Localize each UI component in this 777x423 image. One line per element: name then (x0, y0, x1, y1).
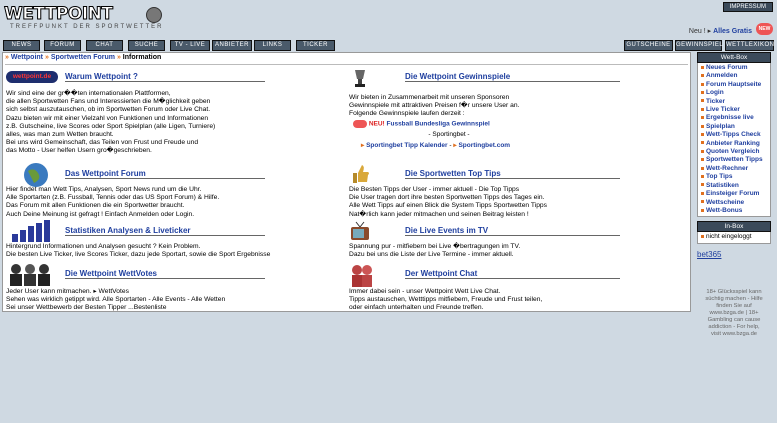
text-line: Alle Sportarten (z.B. Fussball, Tennis oder das US Sport Forum) & Hilfe. (6, 194, 220, 202)
wettbox-item-label[interactable]: Spielplan (706, 122, 735, 130)
wettbox-item[interactable] (701, 165, 767, 173)
bullet-icon (701, 167, 704, 170)
text-line: Sei unser Wettbewerb der Besten Tipper ...Bestenliste (6, 304, 167, 312)
sportingbet-row (361, 141, 510, 149)
gewinnspiel-fussball-row (353, 120, 490, 128)
bullet-icon (701, 209, 704, 212)
section-title: Der Wettpoint Chat (405, 269, 620, 279)
breadcrumb-arrow-icon: » (116, 54, 121, 61)
bar-chart-icon (10, 220, 58, 242)
section-title: Die Wettpoint WettVotes (65, 269, 265, 279)
divider (5, 64, 688, 65)
breadcrumb (5, 54, 161, 61)
text-line: das Motto - User helfen Usern gro�geschrieben. (6, 147, 152, 155)
sportingbet-header: - Sportingbet - (428, 131, 470, 138)
nav-wettlexikon[interactable]: WETTLEXIKON (725, 40, 774, 51)
wettbox-item-label[interactable]: Wettscheine (706, 198, 745, 206)
text-line: Hintergrund Informationen und Analysen gesucht ? Kein Problem. (6, 243, 201, 250)
text-line: Die User tragen dort ihre besten Sportwetten Tipps des Tages ein. (349, 194, 545, 202)
section-title: Die Wettpoint Gewinnspiele (405, 72, 620, 82)
bullet-icon (701, 108, 704, 111)
section-body (349, 186, 547, 219)
text-line: Bei uns wird Gemeinschaft, das Teilen von Frust und Freude und (6, 139, 199, 147)
alles-gratis-link[interactable]: Alles Gratis (713, 28, 752, 35)
logo-subtitle: TREFFPUNKT DER SPORTWETTER (10, 24, 164, 30)
section-body (6, 288, 225, 313)
wettbox-item[interactable] (701, 190, 767, 198)
new-promo-prefix: Neu ! ▸ (688, 28, 712, 35)
logo-ball-icon (146, 7, 162, 23)
wettbox-item[interactable] (701, 114, 767, 122)
bullet-icon (701, 158, 704, 161)
new-promo (689, 27, 752, 35)
wettbox-item-label[interactable]: Wett-Tipps Check (706, 131, 761, 139)
nav-chat[interactable]: CHAT (86, 40, 123, 51)
text-line: oder einfach unterhalten und Freunde treffen. (349, 304, 484, 312)
wettbox-item[interactable] (701, 140, 767, 148)
inbox-status-label: nicht eingeloggt (706, 233, 752, 241)
wettbox-item[interactable] (701, 98, 767, 106)
wettbox-item-label[interactable]: Ergebnisse live (706, 114, 754, 122)
nav-anbieter[interactable]: ANBIETER (212, 40, 252, 51)
section-title: Die Live Events im TV (405, 226, 620, 236)
wettbox-item[interactable] (701, 72, 767, 80)
wettbox-item-label[interactable]: Neues Forum (706, 64, 748, 71)
section-body (6, 186, 219, 219)
new-badge-icon: NEW (756, 23, 773, 35)
text-line: addiction - For help, (708, 324, 760, 330)
wettbox-item-label[interactable]: Wett-Rechner (706, 164, 749, 172)
wettbox-title: Wett-Box (697, 52, 771, 63)
gambling-notice (697, 289, 771, 338)
section-statistik (6, 220, 341, 260)
text-line: Folgende Gewinnspiele laufen derzeit : (349, 110, 465, 118)
text-line: Wir bieten in Zusammenarbeit mit unseren Sponsoren (349, 94, 510, 101)
bullet-icon (701, 83, 704, 86)
bullet-icon (701, 183, 704, 186)
bullet-icon (701, 99, 704, 102)
section-body (349, 288, 542, 313)
wettbox-item[interactable] (701, 148, 767, 156)
wettbox-item[interactable] (701, 131, 767, 139)
nav-gewinnspiel[interactable]: GEWINNSPIEL (675, 40, 722, 51)
wettbox-item[interactable] (701, 199, 767, 207)
wettbox-item[interactable] (701, 123, 767, 131)
text-line: Das Forum mit allen Funktionen die ein Sportwetter braucht. (6, 202, 185, 210)
wettbox-item-label[interactable]: Live Ticker (706, 106, 740, 114)
site-logo[interactable] (4, 4, 179, 32)
wettpoint-logo-icon: wettpoint.de (6, 71, 58, 83)
bullet-icon (701, 200, 704, 203)
nav-news[interactable]: NEWS (3, 40, 40, 51)
nav-suche[interactable]: SUCHE (128, 40, 165, 51)
wettbox-item-label[interactable]: Einsteiger Forum (706, 190, 760, 198)
sportingbet-kalender-link[interactable]: Sportingbet Tipp Kalender (366, 142, 448, 149)
text-line: Tipps austauschen, Wetttipps mitfiebern, Freude und Frust teilen, (349, 296, 543, 304)
breadcrumb-forum[interactable]: Sportwetten Forum (50, 54, 115, 61)
wettbox-item-label[interactable]: Forum Hauptseite (706, 80, 762, 88)
wettbox-item[interactable] (701, 81, 767, 89)
bullet-icon (701, 192, 704, 195)
bullet-icon (701, 141, 704, 144)
wettbox-item[interactable] (701, 207, 767, 215)
impressum-button[interactable]: IMPRESSUM (723, 2, 773, 12)
section-title: Warum Wettpoint ? (65, 72, 265, 82)
inbox-title: In-Box (697, 221, 771, 232)
wettbox-item[interactable] (701, 106, 767, 114)
text-line: Alle Wett Tipps auf einen Blick die System Tipps Sportwetten Tipps (349, 202, 547, 210)
main-content (2, 52, 691, 312)
arrow-icon: ▸ (453, 142, 457, 149)
section-toptips (349, 161, 684, 221)
wettbox-item[interactable] (701, 64, 767, 72)
breadcrumb-arrow-icon: » (5, 54, 9, 61)
bullet-icon (701, 66, 704, 69)
section-title: Die Sportwetten Top Tips (405, 169, 620, 179)
bullet-icon (701, 74, 704, 77)
text-line: 18+ Glücksspiel kann (706, 289, 762, 295)
trophy-icon (349, 67, 371, 89)
bullet-icon (701, 150, 704, 153)
wettbox-item-label[interactable]: Login (706, 89, 724, 97)
users-icon (6, 262, 52, 286)
new-badge-icon (353, 120, 367, 128)
thumbs-up-icon (349, 163, 371, 185)
bullet-icon (701, 91, 704, 94)
wettbox-item[interactable] (701, 156, 767, 164)
text-line: Gewinnspiele mit attraktiven Preisen f�r unsere User an. (349, 102, 520, 110)
right-sidebar (697, 52, 771, 244)
text-line: Dazu bei uns die Liste der Live Termine - immer aktuell. (349, 251, 514, 259)
text-line: www.bzga.de | 18+ (709, 310, 759, 316)
wettbox-item[interactable] (701, 173, 767, 181)
text-line: Gambling can cause (707, 317, 761, 323)
text-line: sich selbst auszutauschen, ob im Sportwetten Forum oder Live Chat. (6, 106, 211, 114)
text-line: die allen Sportwetten Fans und Interessierten die M�glichkeit geben (6, 98, 211, 106)
inbox-status[interactable] (701, 233, 767, 241)
text-line: Wir sind eine der gr��ten internationalen Plattformen, (6, 90, 171, 97)
section-chat (349, 262, 684, 310)
globe-icon (22, 161, 50, 189)
wettbox-item[interactable] (701, 182, 767, 190)
section-gewinnspiele (349, 67, 684, 147)
fussball-gewinnspiel-link[interactable]: Fussball Bundesliga Gewinnspiel (386, 120, 490, 128)
text-line: Nat�rlich kann jeder mitmachen und seinen Beitrag leisten ! (349, 210, 529, 218)
section-tv (349, 220, 684, 260)
text-line: Hier findet man Wett Tips, Analysen, Sport News rund um die Uhr. (6, 186, 202, 193)
wettbox-item-label[interactable]: Anmelden (706, 72, 738, 80)
bet365-link[interactable]: bet365 (697, 250, 722, 259)
section-body (6, 90, 215, 156)
bullet-icon (701, 125, 704, 128)
text-line: Immer dabei sein - unser Wettpoint Wett Live Chat. (349, 288, 501, 295)
section-body (349, 243, 520, 259)
inbox-list (697, 232, 771, 243)
nav-forum[interactable]: FORUM (44, 40, 81, 51)
arrow-icon: ▸ (361, 142, 365, 149)
section-wettvotes (6, 262, 341, 310)
nav-tv-live[interactable]: TV - LIVE (170, 40, 210, 51)
bullet-icon (701, 133, 704, 136)
text-line: Die besten Live Ticker, live Scores Ticker, dazu jede Sportart, sowie die Sport Ergebnisse (6, 251, 271, 259)
wettbox-item-label[interactable]: Ticker (706, 97, 726, 105)
text-line: z.B. Gutscheine, live Scores oder Sport Spielplan (alle Ligen, Turniere) (6, 122, 216, 130)
sportingbet-com-link[interactable]: Sportingbet.com (458, 142, 511, 149)
text-line: alles, was man zum Wetten braucht. (6, 131, 114, 139)
wettbox-item-label[interactable]: Anbieter Ranking (706, 139, 760, 147)
wettbox-item-label[interactable]: Quoten Vergleich (706, 148, 760, 156)
breadcrumb-wettpoint[interactable]: Wettpoint (10, 54, 43, 61)
chat-people-icon (349, 262, 375, 288)
wettbox-item-label[interactable]: Wett-Bonus (706, 206, 743, 214)
wettbox-item[interactable] (701, 89, 767, 97)
breadcrumb-arrow-icon: » (44, 54, 49, 61)
bullet-icon (701, 116, 704, 119)
text-line: Die Besten Tipps der User - immer aktuell - Die Top Tipps (349, 186, 520, 193)
wettbox-item-label[interactable]: Statistiken (706, 181, 739, 189)
new-label: NEU! (368, 120, 385, 128)
section-body (349, 94, 519, 119)
text-line: Dazu bieten wir mit einer Vielzahl von Funktionen und Informationen (6, 114, 209, 122)
text-line: Sehen was wirklich getippt wird. Alle Sportarten - Alle Events - Alle Wetten (6, 296, 226, 304)
bullet-icon (701, 235, 704, 238)
section-warum (6, 67, 336, 155)
text-line: Spannung pur - mitfiebern bei Live �bertragungen im TV. (349, 243, 521, 250)
section-forum (6, 161, 336, 221)
nav-ticker[interactable]: TICKER (296, 40, 335, 51)
bullet-icon (701, 175, 704, 178)
wettbox-item-label[interactable]: Top Tips (706, 173, 733, 181)
wettbox-item-label[interactable]: Sportwetten Tipps (706, 156, 763, 164)
text-line: süchtig machen - Hilfe (705, 296, 763, 302)
wettbox-list (697, 63, 771, 217)
text-line: Jeder User kann mitmachen. ▸ WettVotes (6, 288, 129, 295)
header (0, 0, 777, 38)
tv-icon (349, 220, 371, 242)
section-title: Das Wettpoint Forum (65, 169, 265, 179)
breadcrumb-current: Information (122, 54, 162, 61)
section-title: Statistiken Analysen & Liveticker (65, 226, 265, 236)
text-line: finden Sie auf (716, 303, 752, 309)
separator: - (449, 142, 452, 149)
section-body (6, 243, 270, 259)
text-line: visit www.bzga.de (710, 331, 758, 337)
nav-links[interactable]: LINKS (254, 40, 291, 51)
logo-text: WETTPOINT (4, 4, 113, 24)
nav-gutscheine[interactable]: GUTSCHEINE (624, 40, 673, 51)
text-line: Auch Deine Meinung ist gefragt ! Einfach Anmelden oder Login. (6, 210, 195, 218)
